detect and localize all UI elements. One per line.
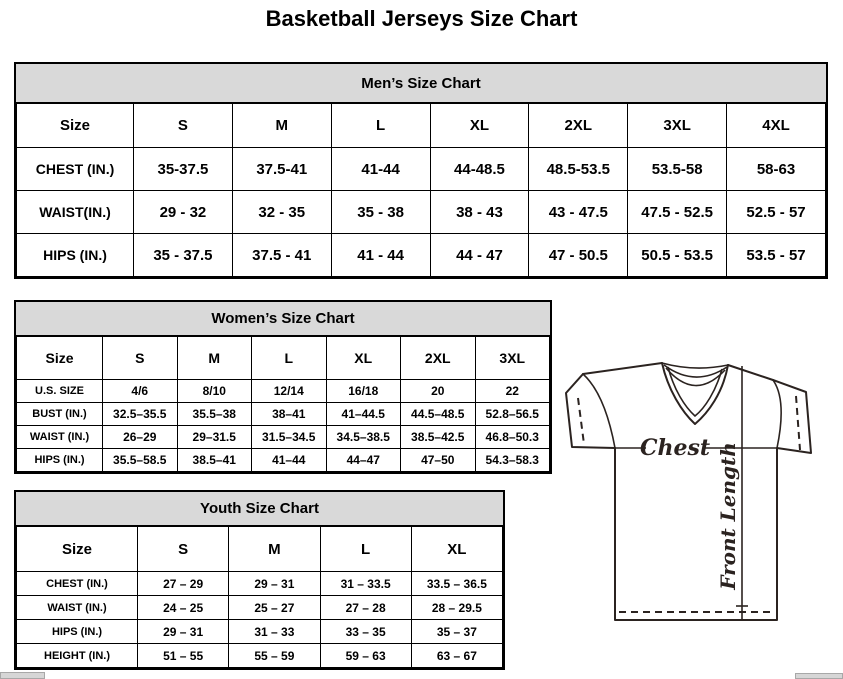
size-value-cell: 35.5–38 <box>177 403 252 426</box>
row-label: HIPS (IN.) <box>17 449 103 472</box>
size-value-cell: 47.5 - 52.5 <box>628 191 727 234</box>
mens-size-table <box>16 103 826 277</box>
size-value-cell: 16/18 <box>326 380 401 403</box>
womens-size-chart <box>14 300 552 474</box>
chest-label: Chest <box>639 435 711 461</box>
size-column-header: 3XL <box>475 337 550 380</box>
size-value-cell: 12/14 <box>252 380 327 403</box>
size-value-cell: 29 – 31 <box>229 572 320 596</box>
size-value-cell: 35-37.5 <box>134 148 233 191</box>
row-label: U.S. SIZE <box>17 380 103 403</box>
size-value-cell: 38.5–41 <box>177 449 252 472</box>
front-length-label: Front Length <box>716 442 740 590</box>
size-column-header: XL <box>411 527 502 572</box>
row-label: HIPS (IN.) <box>17 620 138 644</box>
size-column-header: M <box>229 527 320 572</box>
table-row <box>17 426 550 449</box>
table-row <box>17 596 503 620</box>
jersey-measurement-diagram <box>558 358 840 626</box>
size-value-cell: 41–44.5 <box>326 403 401 426</box>
size-value-cell: 41 - 44 <box>331 234 430 277</box>
size-label-header: Size <box>17 527 138 572</box>
mens-size-chart <box>14 62 828 279</box>
size-value-cell: 24 – 25 <box>138 596 229 620</box>
size-label-header: Size <box>17 337 103 380</box>
size-column-header: 4XL <box>727 104 826 148</box>
size-value-cell: 38.5–42.5 <box>401 426 476 449</box>
size-value-cell: 44–47 <box>326 449 401 472</box>
size-column-header: XL <box>430 104 529 148</box>
size-value-cell: 58-63 <box>727 148 826 191</box>
size-value-cell: 37.5 - 41 <box>232 234 331 277</box>
size-value-cell: 31 – 33 <box>229 620 320 644</box>
size-value-cell: 52.8–56.5 <box>475 403 550 426</box>
size-value-cell: 35 - 38 <box>331 191 430 234</box>
size-value-cell: 34.5–38.5 <box>326 426 401 449</box>
table-row <box>17 403 550 426</box>
table-row <box>17 234 826 277</box>
size-value-cell: 51 – 55 <box>138 644 229 668</box>
size-value-cell: 47 - 50.5 <box>529 234 628 277</box>
size-value-cell: 26–29 <box>103 426 178 449</box>
page-title: Basketball Jerseys Size Chart <box>265 6 578 31</box>
size-header-row <box>17 337 550 380</box>
youth-chart-title: Youth Size Chart <box>16 492 503 526</box>
size-column-header: 2XL <box>529 104 628 148</box>
size-value-cell: 54.3–58.3 <box>475 449 550 472</box>
size-column-header: L <box>331 104 430 148</box>
size-column-header: M <box>232 104 331 148</box>
size-value-cell: 20 <box>401 380 476 403</box>
row-label: HIPS (IN.) <box>17 234 134 277</box>
size-value-cell: 44.5–48.5 <box>401 403 476 426</box>
size-header-row <box>17 527 503 572</box>
size-value-cell: 53.5 - 57 <box>727 234 826 277</box>
size-value-cell: 35.5–58.5 <box>103 449 178 472</box>
size-value-cell: 38–41 <box>252 403 327 426</box>
youth-size-chart <box>14 490 505 670</box>
size-column-header: XL <box>326 337 401 380</box>
size-value-cell: 33.5 – 36.5 <box>411 572 502 596</box>
size-value-cell: 32 - 35 <box>232 191 331 234</box>
size-value-cell: 25 – 27 <box>229 596 320 620</box>
table-row <box>17 572 503 596</box>
size-column-header: L <box>252 337 327 380</box>
size-value-cell: 27 – 28 <box>320 596 411 620</box>
horizontal-scrollbar-left-fragment[interactable] <box>0 672 45 679</box>
size-label-header: Size <box>17 104 134 148</box>
size-column-header: L <box>320 527 411 572</box>
collar-icon <box>662 363 728 424</box>
size-value-cell: 59 – 63 <box>320 644 411 668</box>
table-row <box>17 620 503 644</box>
size-value-cell: 41–44 <box>252 449 327 472</box>
youth-size-table <box>16 526 503 668</box>
table-row <box>17 191 826 234</box>
size-value-cell: 46.8–50.3 <box>475 426 550 449</box>
size-value-cell: 4/6 <box>103 380 178 403</box>
size-value-cell: 28 – 29.5 <box>411 596 502 620</box>
table-row <box>17 449 550 472</box>
size-value-cell: 38 - 43 <box>430 191 529 234</box>
size-value-cell: 33 – 35 <box>320 620 411 644</box>
size-value-cell: 50.5 - 53.5 <box>628 234 727 277</box>
jersey-outline-icon <box>566 363 811 620</box>
size-column-header: S <box>134 104 233 148</box>
table-row <box>17 148 826 191</box>
size-value-cell: 63 – 67 <box>411 644 502 668</box>
size-value-cell: 43 - 47.5 <box>529 191 628 234</box>
size-value-cell: 53.5-58 <box>628 148 727 191</box>
mens-chart-title: Men’s Size Chart <box>16 64 826 103</box>
size-value-cell: 32.5–35.5 <box>103 403 178 426</box>
size-value-cell: 55 – 59 <box>229 644 320 668</box>
size-value-cell: 37.5-41 <box>232 148 331 191</box>
row-label: BUST (IN.) <box>17 403 103 426</box>
size-column-header: 2XL <box>401 337 476 380</box>
size-column-header: S <box>138 527 229 572</box>
jersey-diagram-svg <box>558 358 840 626</box>
size-value-cell: 29 - 32 <box>134 191 233 234</box>
size-value-cell: 47–50 <box>401 449 476 472</box>
row-label: WAIST (IN.) <box>17 426 103 449</box>
size-value-cell: 31 – 33.5 <box>320 572 411 596</box>
size-value-cell: 8/10 <box>177 380 252 403</box>
size-value-cell: 31.5–34.5 <box>252 426 327 449</box>
size-header-row <box>17 104 826 148</box>
size-value-cell: 35 - 37.5 <box>134 234 233 277</box>
size-value-cell: 41-44 <box>331 148 430 191</box>
row-label: WAIST(IN.) <box>17 191 134 234</box>
horizontal-scrollbar-right-fragment[interactable] <box>795 673 843 679</box>
size-value-cell: 29–31.5 <box>177 426 252 449</box>
size-value-cell: 48.5-53.5 <box>529 148 628 191</box>
womens-size-table <box>16 336 550 472</box>
row-label: CHEST (IN.) <box>17 148 134 191</box>
row-label: HEIGHT (IN.) <box>17 644 138 668</box>
row-label: CHEST (IN.) <box>17 572 138 596</box>
size-value-cell: 35 – 37 <box>411 620 502 644</box>
size-value-cell: 22 <box>475 380 550 403</box>
size-column-header: S <box>103 337 178 380</box>
size-value-cell: 44-48.5 <box>430 148 529 191</box>
size-value-cell: 27 – 29 <box>138 572 229 596</box>
table-row <box>17 380 550 403</box>
size-column-header: M <box>177 337 252 380</box>
size-column-header: 3XL <box>628 104 727 148</box>
size-value-cell: 44 - 47 <box>430 234 529 277</box>
table-row <box>17 644 503 668</box>
size-value-cell: 29 – 31 <box>138 620 229 644</box>
womens-chart-title: Women’s Size Chart <box>16 302 550 336</box>
size-value-cell: 52.5 - 57 <box>727 191 826 234</box>
row-label: WAIST (IN.) <box>17 596 138 620</box>
